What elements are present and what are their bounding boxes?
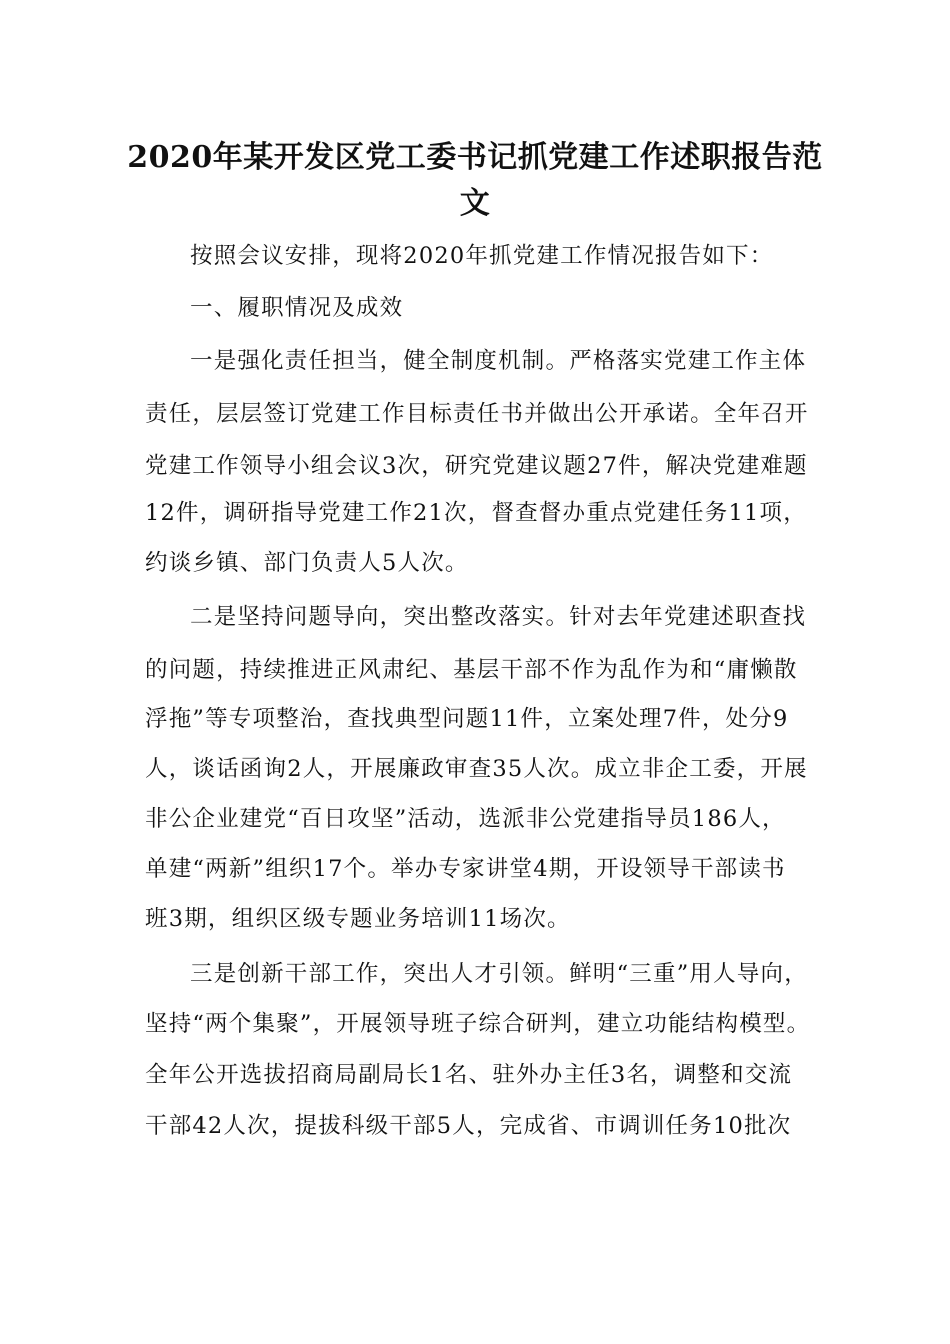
paragraph-2-line-1: 二是坚持问题导向，突出整改落实。针对去年党建述职查找	[190, 604, 807, 630]
paragraph-1-line-4: 12件，调研指导党建工作21次，督查督办重点党建任务11项，	[145, 500, 807, 526]
paragraph-3-line-3: 全年公开选拔招商局副局长1名、驻外办主任3名，调整和交流	[145, 1062, 793, 1088]
paragraph-2-line-5: 非公企业建党“百日攻坚”活动，选派非公党建指导员186人，	[145, 806, 786, 832]
paragraph-1-line-5: 约谈乡镇、部门负责人5人次。	[145, 550, 469, 576]
section-heading: 一、履职情况及成效	[190, 295, 404, 321]
paragraph-2-line-7: 班3期，组织区级专题业务培训11场次。	[145, 906, 571, 932]
paragraph-2-line-2: 的问题，持续推进正风肃纪、基层干部不作为乱作为和“庸懒散	[145, 657, 798, 683]
paragraph-2-line-6: 单建“两新”组织17个。举办专家讲堂4期，开设领导干部读书	[145, 856, 786, 882]
paragraph-1-line-2: 责任，层层签订党建工作目标责任书并做出公开承诺。全年召开	[145, 401, 809, 427]
paragraph-2-line-3: 浮拖”等专项整治，查找典型问题11件，立案处理7件，处分9	[145, 706, 789, 732]
paragraph-2-line-4: 人，谈话函询2人，开展廉政审查35人次。成立非企工委，开展	[145, 756, 808, 782]
intro-paragraph: 按照会议安排，现将2020年抓党建工作情况报告如下：	[190, 243, 774, 269]
paragraph-1-line-3: 党建工作领导小组会议3次，研究党建议题27件，解决党建难题	[145, 453, 808, 479]
paragraph-3-line-1: 三是创新干部工作，突出人才引领。鲜明“三重”用人导向，	[190, 961, 808, 987]
document-title-line-1: 2020年某开发区党工委书记抓党建工作述职报告范	[127, 140, 823, 175]
paragraph-1-line-1: 一是强化责任担当，健全制度机制。严格落实党建工作主体	[190, 348, 807, 374]
document-title-line-2: 文	[459, 186, 491, 221]
paragraph-3-line-4: 干部42人次，提拔科级干部5人，完成省、市调训任务10批次	[145, 1113, 792, 1139]
paragraph-3-line-2: 坚持“两个集聚”，开展领导班子综合研判，建立功能结构模型。	[145, 1011, 811, 1037]
